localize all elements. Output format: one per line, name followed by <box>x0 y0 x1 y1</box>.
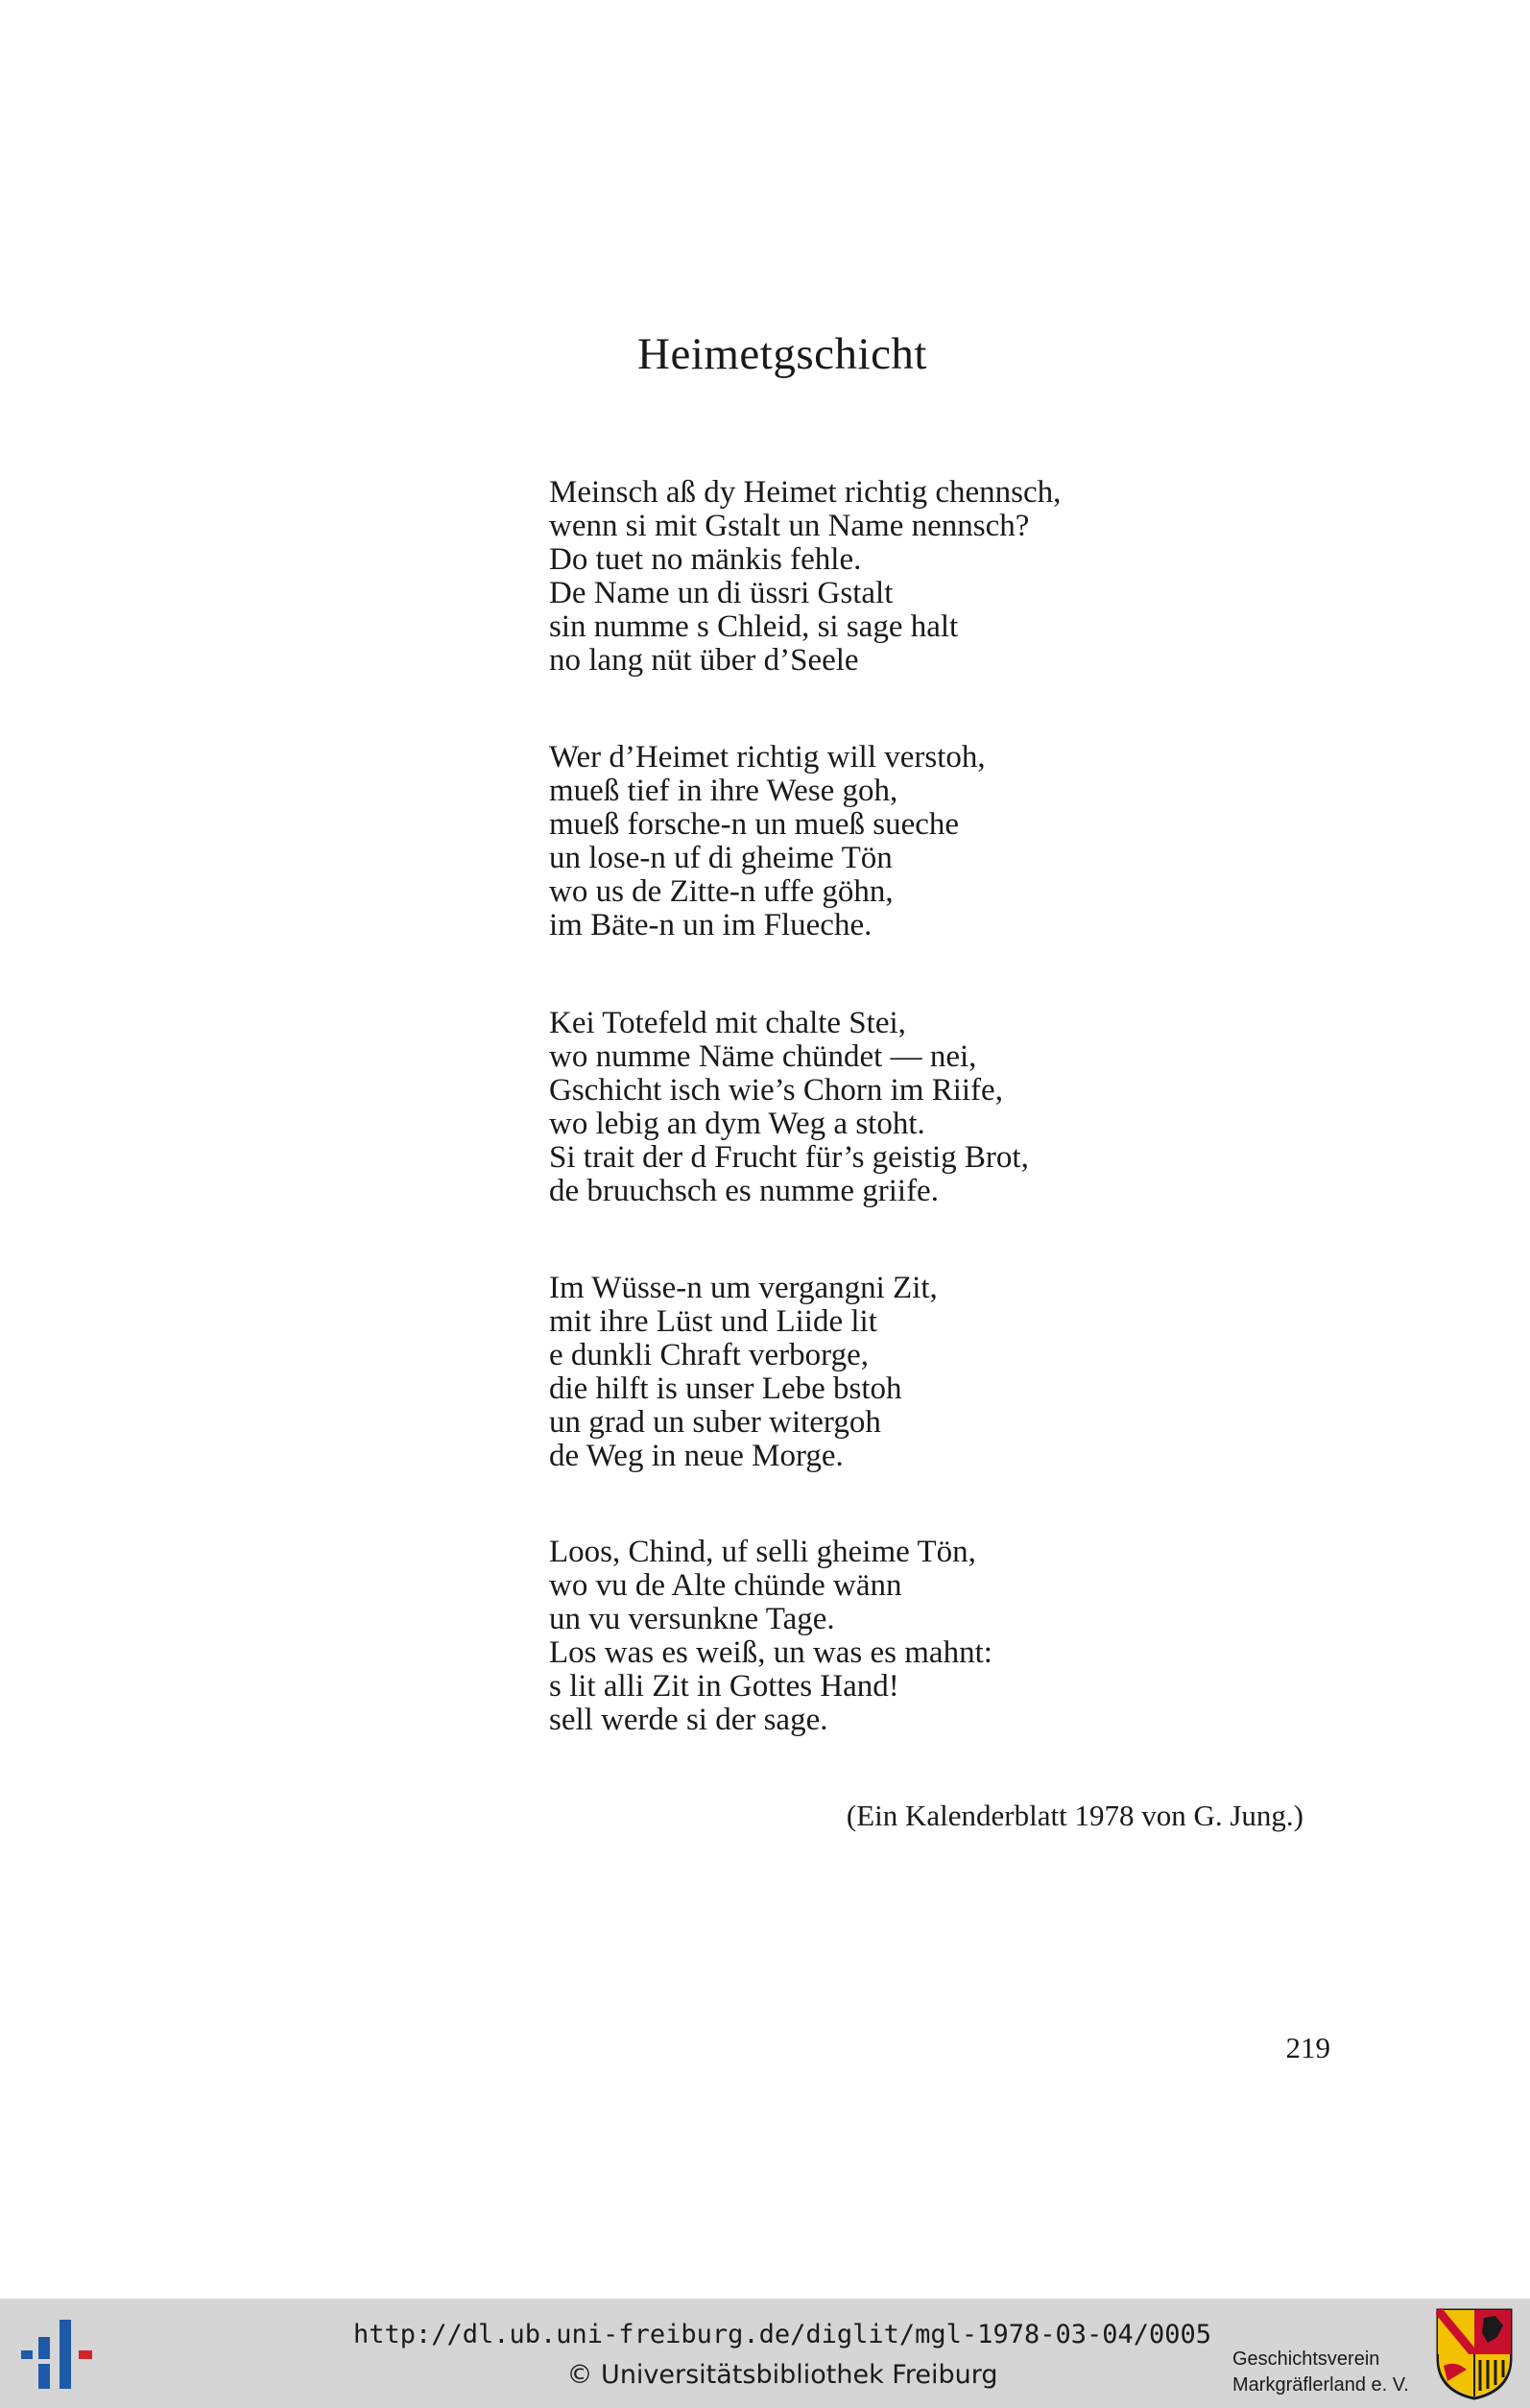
poem-line: Meinsch aß dy Heimet richtig chennsch, <box>549 475 1062 510</box>
poem-line: de bruuchsch es numme griife. <box>549 1174 939 1208</box>
attribution: (Ein Kalenderblatt 1978 von G. Jung.) <box>846 1799 1303 1832</box>
poem-line: Loos, Chind, uf selli gheime Tön, <box>549 1535 976 1569</box>
poem-line: s lit alli Zit in Gottes Hand! <box>549 1669 899 1704</box>
poem-line: wenn si mit Gstalt un Name nennsch? <box>549 509 1030 543</box>
poem-line: Im Wüsse-n um vergangni Zit, <box>549 1271 938 1305</box>
poem-line: no lang nüt über d’Seele <box>549 643 859 678</box>
source-url-link[interactable]: http://dl.ub.uni-freiburg.de/diglit/mgl-1978-03-04/0005 <box>352 2320 1212 2349</box>
poem-line: Do tuet no mänkis fehle. <box>549 542 862 577</box>
poem-line: mit ihre Lüst und Liide lit <box>549 1304 877 1339</box>
poem-line: wo us de Zitte-n uffe göhn, <box>549 874 894 909</box>
poem-line: un lose-n uf di gheime Tön <box>549 841 893 875</box>
stanza-1 <box>549 476 1061 678</box>
stanza-3 <box>549 1007 1029 1208</box>
page-number: 219 <box>1285 2031 1330 2064</box>
poem-line: Si trait der d Frucht für’s geistig Brot, <box>549 1140 1029 1175</box>
society-name-line-1: Geschichtsverein <box>1232 2348 1380 2370</box>
poem-line: un grad un suber witergoh <box>549 1405 881 1440</box>
coat-of-arms-icon <box>1436 2308 1513 2400</box>
society-name-line-2: Markgräflerland e. V. <box>1232 2374 1409 2396</box>
poem-line: sell werde si der sage. <box>549 1703 828 1737</box>
poem-line: wo vu de Alte chünde wänn <box>549 1568 902 1603</box>
stanza-4 <box>549 1272 938 1473</box>
poem-line: de Weg in neue Morge. <box>549 1439 844 1473</box>
poem-line: Kei Totefeld mit chalte Stei, <box>549 1006 906 1040</box>
poem-line: wo numme Näme chündet — nei, <box>549 1039 977 1074</box>
poem-title: Heimetgschicht <box>637 329 927 379</box>
footer-bar <box>0 2299 1530 2408</box>
poem-line: wo lebig an dym Weg a stoht. <box>549 1107 925 1141</box>
poem-line: e dunkli Chraft verborge, <box>549 1338 869 1372</box>
poem-line: im Bäte-n un im Flueche. <box>549 908 873 942</box>
poem-line: die hilft is unser Lebe bstoh <box>549 1371 902 1406</box>
society-name <box>1232 2347 1409 2398</box>
poem-line: Wer d’Heimet richtig will verstoh, <box>549 740 986 775</box>
poem-line: mueß tief in ihre Wese goh, <box>549 774 898 808</box>
stanza-2 <box>549 741 986 942</box>
poem-line: De Name un di üssri Gstalt <box>549 576 894 610</box>
poem-line: sin numme s Chleid, si sage halt <box>549 609 959 644</box>
poem-line: Gschicht isch wie’s Chorn im Riife, <box>549 1073 1003 1108</box>
poem-line: un vu versunkne Tage. <box>549 1602 835 1636</box>
copyright-text: © Universitätsbibliothek Freiburg <box>566 2360 998 2390</box>
poem-line: Los was es weiß, un was es mahnt: <box>549 1635 992 1670</box>
stanza-5 <box>549 1536 992 1737</box>
poem-line: mueß forsche-n un mueß sueche <box>549 807 960 842</box>
